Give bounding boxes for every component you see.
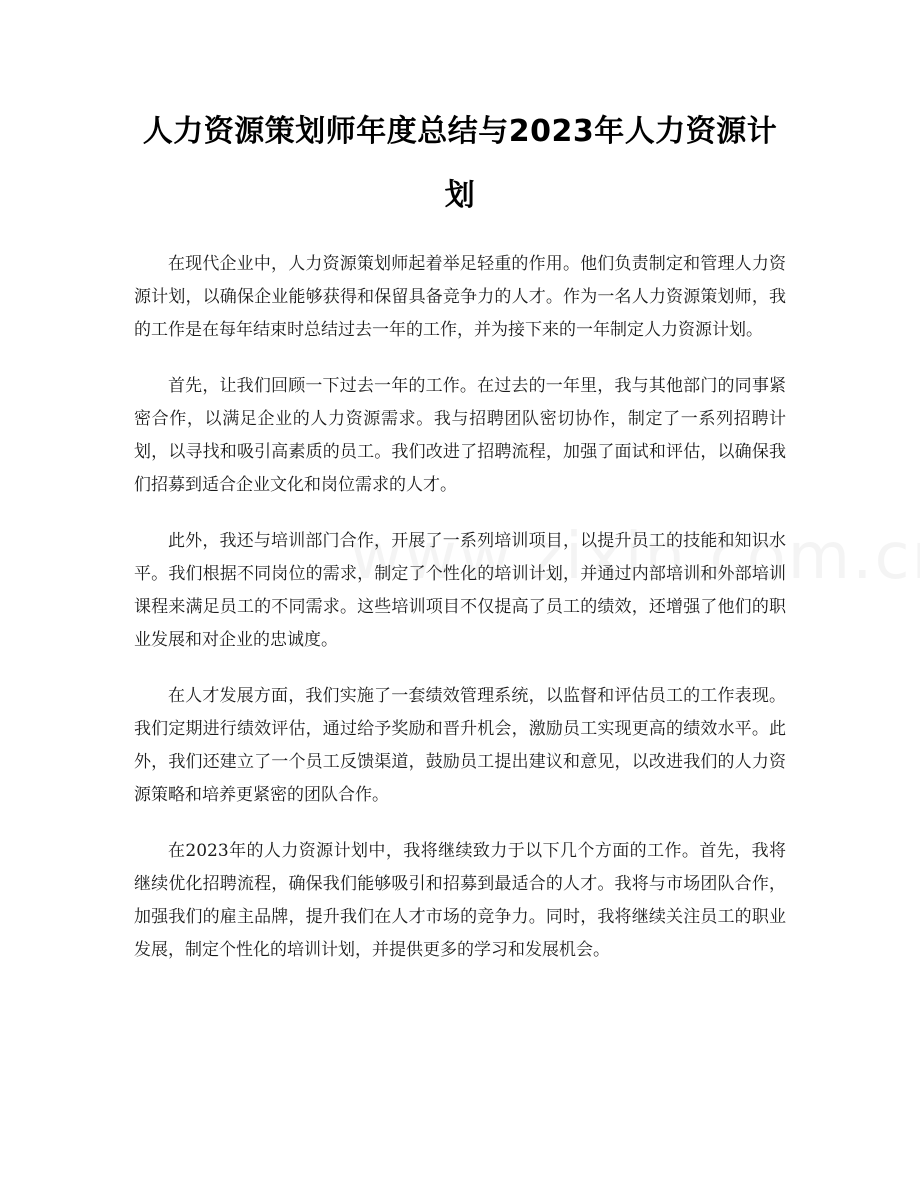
paragraph-review: 首先，让我们回顾一下过去一年的工作。在过去的一年里，我与其他部门的同事紧密合作，以满足企业的人力资源需求。我与招聘团队密切协作，制定了一系列招聘计划，以寻找和吸引高素质的员工。我们改进了招聘流程，加强了面试和评估，以确保我们招募到适合企业文化和岗位需求的人才。	[134, 376, 786, 495]
paragraph-intro: 在现代企业中，人力资源策划师起着举足轻重的作用。他们负责制定和管理人力资源计划，以确保企业能够获得和保留具备竞争力的人才。作为一名人力资源策划师，我的工作是在每年结束时总结过去一年的工作，并为接下来的一年制定人力资源计划。	[134, 254, 786, 340]
paragraph-talent-development: 在人才发展方面，我们实施了一套绩效管理系统，以监督和评估员工的工作表现。我们定期进行绩效评估，通过给予奖励和晋升机会，激励员工实现更高的绩效水平。此外，我们还建立了一个员工反馈渠道，鼓励员工提出建议和意见，以改进我们的人力资源策略和培养更紧密的团队合作。	[134, 686, 786, 805]
paragraph-2023-plan: 在2023年的人力资源计划中，我将继续致力于以下几个方面的工作。首先，我将继续优化招聘流程，确保我们能够吸引和招募到最适合的人才。我将与市场团队合作，加强我们的雇主品牌，提升我们在人才市场的竞争力。同时，我将继续关注员工的职业发展，制定个性化的培训计划，并提供更多的学习和发展机会。	[134, 841, 786, 960]
document-title: 人力资源策划师年度总结与2023年人力资源计划	[142, 114, 778, 213]
paragraph-training: 此外，我还与培训部门合作，开展了一系列培训项目，以提升员工的技能和知识水平。我们根据不同岗位的需求，制定了个性化的培训计划，并通过内部培训和外部培训课程来满足员工的不同需求。这些培训项目不仅提高了员工的绩效，还增强了他们的职业发展和对企业的忠诚度。	[134, 531, 786, 650]
document-body	[134, 248, 786, 990]
